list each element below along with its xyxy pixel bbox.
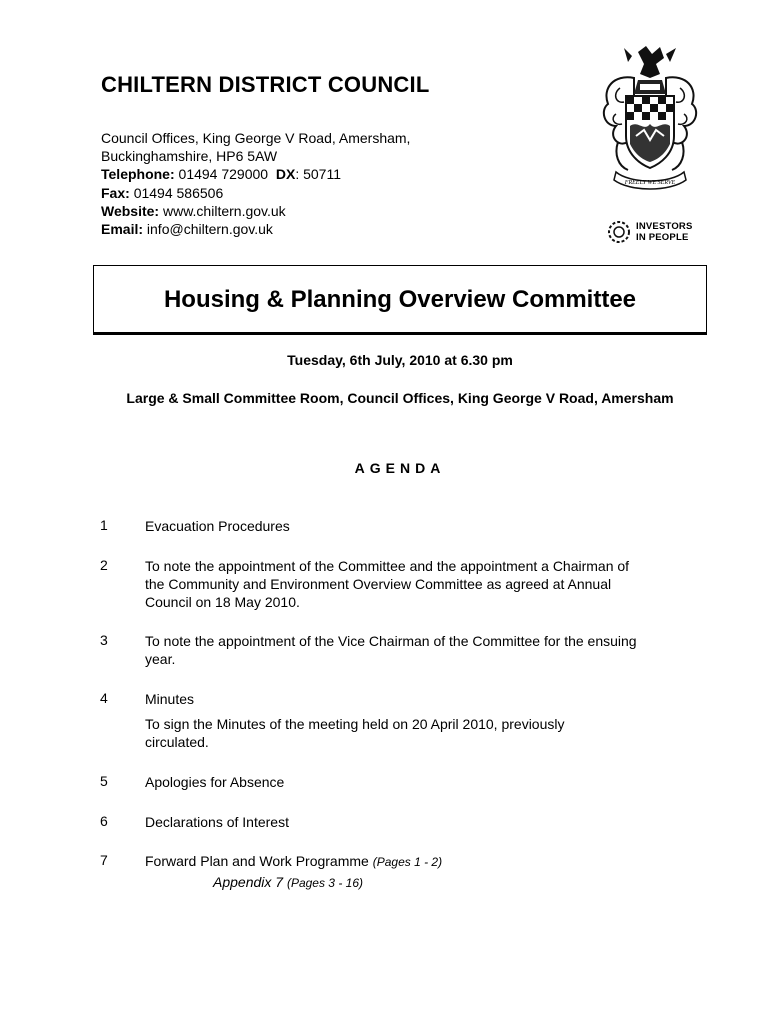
council-crest-icon	[594, 44, 706, 202]
agenda-heading: AGENDA	[354, 460, 446, 476]
agenda-item-7-pages: (Pages 1 - 2)	[372, 855, 443, 869]
agenda-item-4-number: 4	[100, 690, 108, 706]
iip-text	[636, 221, 693, 243]
address-line-2: Buckinghamshire, HP6 5AW	[101, 148, 278, 165]
agenda-item-7-line	[145, 852, 665, 871]
committee-title-box	[93, 265, 707, 333]
agenda-item-4-subtext: To sign the Minutes of the meeting held on 20 April 2010, previously circulated.	[145, 716, 565, 751]
agenda-item-4-text: Minutes	[145, 691, 195, 707]
email-link[interactable]: info@chiltern.gov.uk	[146, 221, 273, 238]
website-link[interactable]: www.chiltern.gov.uk	[162, 202, 286, 219]
fax-value: 01494 586506	[133, 184, 224, 201]
website-label: Website:	[101, 202, 160, 219]
appendix-7-line	[213, 873, 733, 892]
agenda-item-3-number: 3	[100, 632, 108, 648]
agenda-item-6-number: 6	[100, 813, 108, 829]
crest-motto: FREELY WE SERVE	[624, 180, 676, 186]
agenda-item-2-number: 2	[100, 557, 108, 573]
agenda-item-5-number: 5	[100, 773, 108, 789]
iip-line-1: INVESTORS	[636, 221, 693, 232]
dx-value: : 50711	[295, 166, 341, 183]
appendix-7-pages: (Pages 3 - 16)	[286, 876, 363, 890]
agenda-item-5-text: Apologies for Absence	[145, 774, 285, 790]
email-line	[101, 220, 410, 238]
email-label: Email:	[101, 221, 144, 238]
iip-circle-icon	[606, 218, 632, 246]
dx-label: DX	[275, 166, 296, 183]
meeting-venue: Large & Small Committee Room, Council Offices, King George V Road, Amersham	[126, 390, 674, 406]
address-line-1: Council Offices, King George V Road, Amersham,	[101, 130, 411, 146]
telephone-label: Telephone:	[101, 166, 175, 183]
agenda-item-7-text: Forward Plan and Work Programme	[145, 853, 369, 869]
council-name: CHILTERN DISTRICT COUNCIL	[101, 72, 430, 97]
fax-line	[101, 184, 410, 202]
telephone-value: 01494 729000	[178, 166, 269, 183]
iip-line-2: IN PEOPLE	[636, 232, 689, 243]
agenda-item-2-text: To note the appointment of the Committee and the appointment a Chairman of the Community and Environment Overview Committee as agreed at Annual Council on 18 May 2010.	[145, 558, 630, 611]
agenda-item-6-text: Declarations of Interest	[145, 814, 289, 830]
telephone-line	[101, 165, 410, 183]
agenda-item-3-text: To note the appointment of the Vice Chairman of the Committee for the ensuing year.	[145, 633, 637, 668]
committee-title: Housing & Planning Overview Committee	[163, 286, 637, 313]
fax-label: Fax:	[101, 184, 130, 201]
agenda-item-7-number: 7	[100, 852, 108, 868]
agenda-item-1-number: 1	[100, 517, 108, 533]
agenda-item-1-text: Evacuation Procedures	[145, 518, 290, 534]
investors-in-people-logo	[606, 218, 698, 246]
appendix-7-label: Appendix 7	[213, 874, 284, 890]
website-line	[101, 202, 410, 220]
council-address-block	[101, 129, 410, 238]
meeting-date: Tuesday, 6th July, 2010 at 6.30 pm	[287, 352, 513, 368]
